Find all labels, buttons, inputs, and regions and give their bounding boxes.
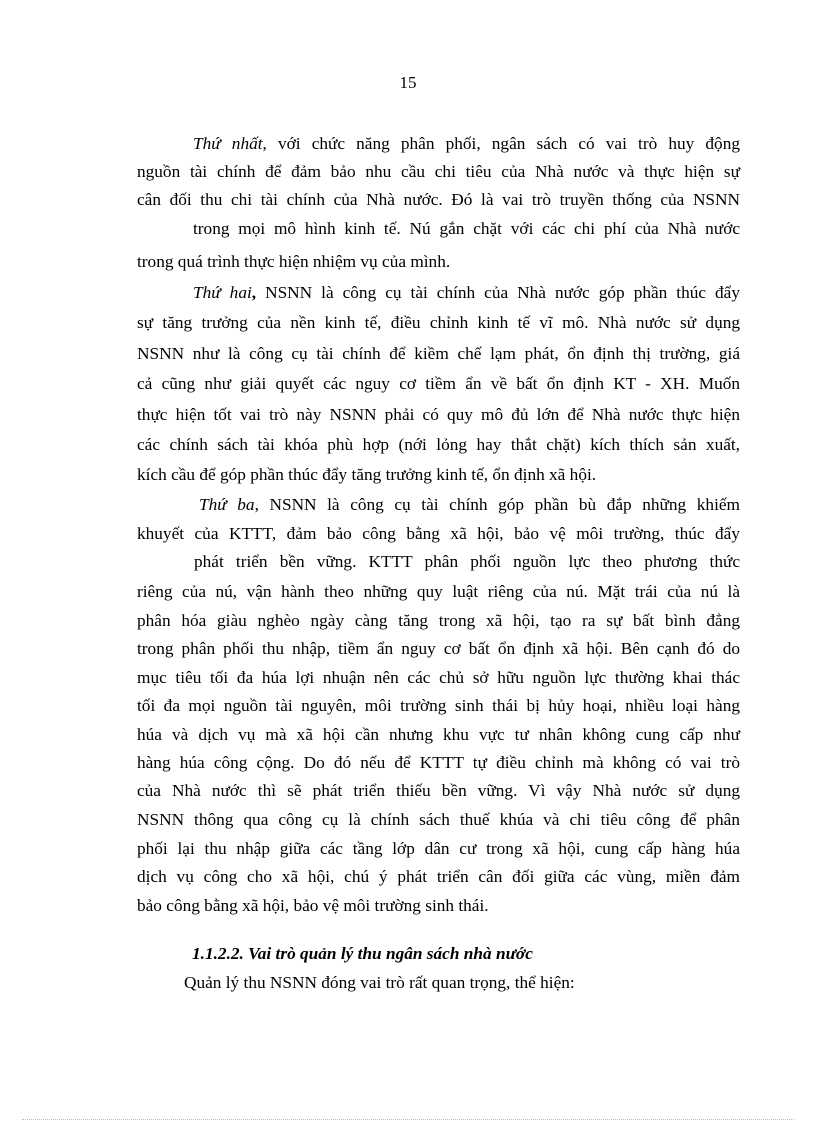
paragraph-2-line-3: NSNN như là công cụ tài chính để kiềm chế lạm phát, ổn định thị trường, giá [137,344,740,363]
paragraph-1-line-3: cân đối thu chi tài chính của Nhà nước. Đó là vai trò truyền thống của NSNN [137,190,740,209]
paragraph-3-line-13: phối lại thu nhập giữa các tầng lớp dân cư trong xã hội, cung cấp hàng húa [137,839,740,858]
paragraph-3-lead: Thứ ba [199,495,255,514]
page-bottom-divider [22,1119,794,1120]
paragraph-3-line-7: mục tiêu tối đa húa lợi nhuận nên các chủ sở hữu nguồn lực thường khai thác [137,668,740,687]
paragraph-3-line-11: của Nhà nước thì sẽ phát triển thiếu bền vững. Vì vậy Nhà nước sử dụng [137,781,740,800]
paragraph-3-line-5: phân hóa giàu nghèo ngày càng tăng trong xã hội, tạo ra sự bất bình đẳng [137,611,740,630]
paragraph-2-line-2: sự tăng trưởng của nền kinh tế, điều chỉnh kinh tế vĩ mô. Nhà nước sử dụng [137,313,740,332]
section-heading: 1.1.2.2. Vai trò quản lý thu ngân sách nhà nước [192,944,533,963]
paragraph-2-line-1: Thứ hai, NSNN là công cụ tài chính của Nhà nước góp phần thúc đẩy [193,283,740,302]
paragraph-1-lead: Thứ nhất [193,134,263,153]
paragraph-2-line-4: cả cũng như giải quyết các nguy cơ tiềm ẩn về bất ổn định KT - XH. Muốn [137,374,740,393]
paragraph-3-line-10: hàng húa công cộng. Do đó nếu để KTTT tự điều chỉnh mà không có vai trò [137,753,740,772]
paragraph-4-line-1: Quản lý thu NSNN đóng vai trò rất quan trọng, thể hiện: [184,973,575,992]
paragraph-2-line-7: kích cầu để góp phần thúc đẩy tăng trưởng kinh tế, ổn định xã hội. [137,465,597,484]
paragraph-2-lead: Thứ hai [193,283,252,302]
paragraph-1-line-1: Thứ nhất, với chức năng phân phối, ngân sách có vai trò huy động [193,134,740,153]
paragraph-2-line-6: các chính sách tài khóa phù hợp (nới lỏng hay thắt chặt) kích thích sản xuất, [137,435,740,454]
paragraph-2-line-5: thực hiện tốt vai trò này NSNN phải có quy mô đủ lớn để Nhà nước thực hiện [137,405,740,424]
paragraph-3-line-15: bảo công bằng xã hội, bảo vệ môi trường sinh thái. [137,896,489,915]
paragraph-3-line-2: khuyết của KTTT, đảm bảo công bằng xã hội, bảo vệ môi trường, thúc đẩy [137,524,740,543]
paragraph-3-line-4: riêng của nú, vận hành theo những quy luật riêng của nú. Mặt trái của nú là [137,582,740,601]
paragraph-3-line-1: Thứ ba, NSNN là công cụ tài chính góp phần bù đắp những khiếm [199,495,740,514]
paragraph-3-line-3: phát triển bền vững. KTTT phân phối nguồn lực theo phương thức [194,552,740,571]
page-number: 15 [399,73,417,92]
paragraph-1-line-4: trong mọi mô hình kinh tế. Nú gắn chặt với các chi phí của Nhà nước [193,219,740,238]
paragraph-1-line-2: nguồn tài chính để đảm bảo nhu cầu chi tiêu của Nhà nước và thực hiện sự [137,162,740,181]
paragraph-3-line-9: húa và dịch vụ mà xã hội cần nhưng khu vực tư nhân không cung cấp như [137,725,740,744]
paragraph-1-line-5: trong quá trình thực hiện nhiệm vụ của mình. [137,252,451,271]
paragraph-3-line-6: trong phân phối thu nhập, tiềm ẩn nguy cơ bất ổn định xã hội. Bên cạnh đó do [137,639,740,658]
paragraph-3-line-14: dịch vụ công cho xã hội, chú ý phát triển cân đối giữa các vùng, miền đảm [137,867,740,886]
paragraph-3-line-12: NSNN thông qua công cụ là chính sách thuế khúa và chi tiêu công để phân [137,810,740,829]
paragraph-3-line-8: tối đa mọi nguồn tài nguyên, môi trường sinh thái bị hủy hoại, nhiều loại hàng [137,696,740,715]
